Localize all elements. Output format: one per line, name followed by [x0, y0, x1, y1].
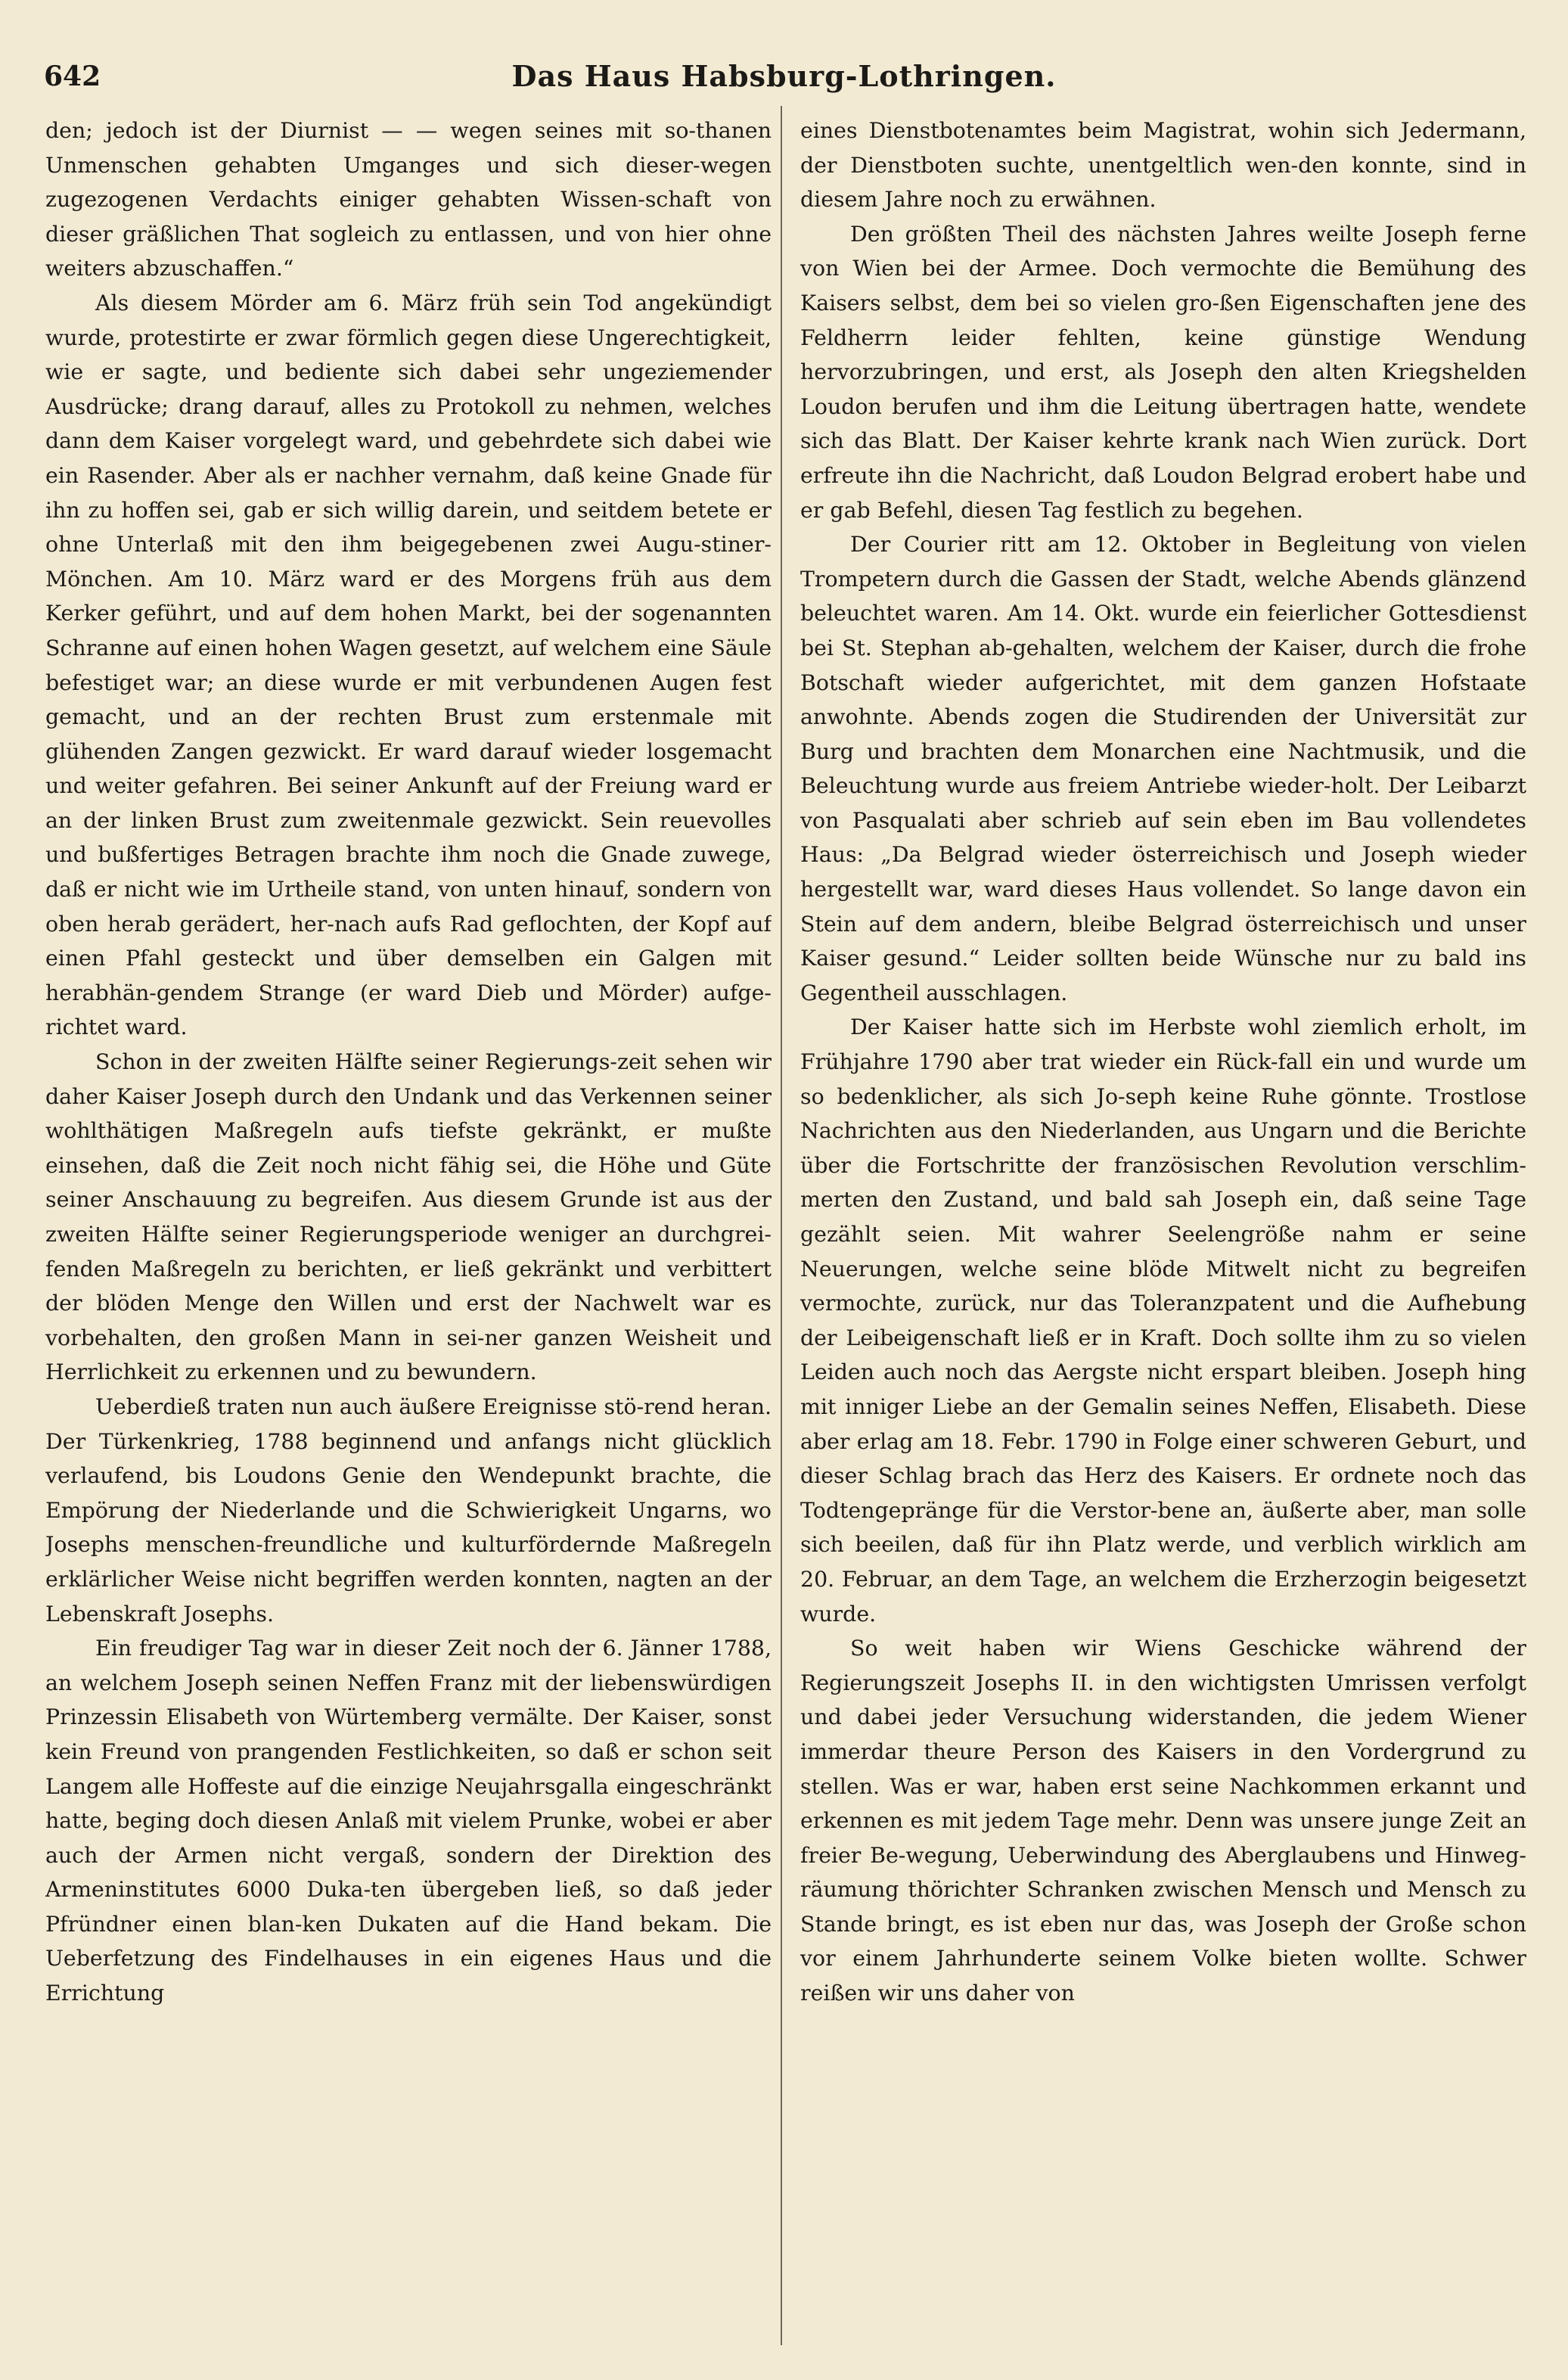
paragraph: Ein freudiger Tag war in dieser Zeit noch der 6. Jänner 1788, an welchem Joseph seinen Neffen Franz mit der liebenswürdigen Prinzessin Elisabeth von Würtemberg vermälte. Der Kaiser, sonst kein Freund von prangenden Festlichkeiten, so daß er schon seit Langem alle Hoffeste auf die einzige Neujahrsgalla eingeschränkt hatte, beging doch diesen Anlaß mit vielem Prunke, wobei er aber auch der Armen nicht vergaß, sondern der Direktion des Armeninstitutes 6000 Duka-ten übergeben ließ, so daß jeder Pfründner einen blan-ken Dukaten auf die Hand bekam. Die Ueberfetzung des Findelhauses in ein eigenes Haus und die Errichtung: [45, 1636, 772, 2006]
paragraph: Als diesem Mörder am 6. März früh sein Tod angekündigt wurde, protestirte er zwar förmlich gegen diese Ungerechtigkeit, wie er sagte, und bediente sich dabei sehr ungeziemender Ausdrücke; drang darauf, alles zu Protokoll zu nehmen, welches dann dem Kaiser vorgelegt ward, und gebehrdete sich dabei wie ein Rasender. Aber als er nachher vernahm, daß keine Gnade für ihn zu hoffen sei, gab er sich willig darein, und seitdem betete er ohne Unterlaß mit den ihm beigegebenen zwei Augu-stiner-Mönchen. Am 10. März ward er des Morgens früh aus dem Kerker geführt, und auf dem hohen Markt, bei der sogenannten Schranne auf einen hohen Wagen gesetzt, auf welchem eine Säule befestiget war; an diese wurde er mit verbundenen Augen fest gemacht, und an der rechten Brust zum erstenmale mit glühenden Zangen gezwickt. Er ward darauf wieder losgemacht und weiter gefahren. Bei seiner Ankunft auf der Freiung ward er an der linken Brust zum zweitenmale gezwickt. Sein reuevolles und bußfertiges Betragen brachte ihm noch die Gnade zuwege, daß er nicht wie im Urtheile stand, von unten hinauf, sondern von oben herab gerädert, her-nach aufs Rad geflochten, der Kopf auf einen Pfahl gesteckt und über demselben ein Galgen mit herabhän-gendem Strange (er ward Dieb und Mörder) aufge-richtet ward.: [45, 290, 772, 1040]
running-title: Das Haus Habsburg-Lothringen.: [511, 59, 1057, 93]
paragraph: Der Courier ritt am 12. Oktober in Begleitung von vielen Trompetern durch die Gassen der Stadt, welche Abends glänzend beleuchtet waren. Am 14. Okt. wurde ein feierlicher Gottesdienst bei St. Stephan ab-gehalten, welchem der Kaiser, durch die frohe Botschaft wieder aufgerichtet, mit dem ganzen Hofstaate anwohnte. Abends zogen die Studirenden der Universität zur Burg und brachten dem Monarchen eine Nachtmusik, und die Beleuchtung wurde aus freiem Antriebe wieder-holt. Der Leibarzt von Pasqualati aber schrieb auf sein eben im Bau vollendetes Haus: „Da Belgrad wieder österreichisch und Joseph wieder hergestellt war, ward dieses Haus vollendet. So lange davon ein Stein auf dem andern, bleibe Belgrad österreichisch und unser Kaiser gesund.“ Leider sollten beide Wünsche nur zu bald ins Gegentheil ausschlagen.: [800, 532, 1526, 1005]
page-header: [44, 54, 1524, 100]
right-column: [800, 113, 1526, 2345]
page-number: 642: [44, 61, 101, 92]
paragraph: Ueberdieß traten nun auch äußere Ereignisse stö-rend heran. Der Türkenkrieg, 1788 beginnend und anfangs nicht glücklich verlaufend, bis Loudons Genie den Wendepunkt brachte, die Empörung der Niederlande und die Schwierigkeit Ungarns, wo Josephs menschen-freundliche und kulturfördernde Maßregeln erklärlicher Weise nicht begriffen werden konnten, nagten an der Lebenskraft Josephs.: [45, 1394, 772, 1627]
paragraph: den; jedoch ist der Diurnist — — wegen seines mit so-thanen Unmenschen gehabten Umganges und sich dieser-wegen zugezogenen Verdachts einiger gehabten Wissen-schaft von dieser gräßlichen That sogleich zu entlassen, und von hier ohne weiters abzuschaffen.“: [45, 118, 772, 281]
paragraph: eines Dienstbotenamtes beim Magistrat, wohin sich Jedermann, der Dienstboten suchte, unentgeltlich wen-den konnte, sind in diesem Jahre noch zu erwähnen.: [800, 118, 1526, 213]
left-column: [45, 113, 772, 2345]
paragraph: So weit haben wir Wiens Geschicke während der Regierungszeit Josephs II. in den wichtigsten Umrissen verfolgt und dabei jeder Versuchung widerstanden, die jedem Wiener immerdar theure Person des Kaisers in den Vordergrund zu stellen. Was er war, haben erst seine Nachkommen erkannt und erkennen es mit jedem Tage mehr. Denn was unsere junge Zeit an freier Be-wegung, Ueberwindung des Aberglaubens und Hinweg-räumung thörichter Schranken zwischen Mensch und Mensch zu Stande bringt, es ist eben nur das, was Joseph der Große schon vor einem Jahrhunderte seinem Volke bieten wollte. Schwer reißen wir uns daher von: [800, 1636, 1526, 2006]
paragraph: Den größten Theil des nächsten Jahres weilte Joseph ferne von Wien bei der Armee. Doch vermochte die Bemühung des Kaisers selbst, dem bei so vielen gro-ßen Eigenschaften jene des Feldherrn leider fehlten, keine günstige Wendung hervorzubringen, und erst, als Joseph den alten Kriegshelden Loudon berufen und ihm die Leitung übertragen hatte, wendete sich das Blatt. Der Kaiser kehrte krank nach Wien zurück. Dort erfreute ihn die Nachricht, daß Loudon Belgrad erobert habe und er gab Befehl, diesen Tag festlich zu begehen.: [800, 221, 1526, 523]
paragraph: Schon in der zweiten Hälfte seiner Regierungs-zeit sehen wir daher Kaiser Joseph durch den Undank und das Verkennen seiner wohlthätigen Maßregeln aufs tiefste gekränkt, er mußte einsehen, daß die Zeit noch nicht fähig sei, die Höhe und Güte seiner Anschauung zu begreifen. Aus diesem Grunde ist aus der zweiten Hälfte seiner Regierungsperiode weniger an durchgrei-fenden Maßregeln zu berichten, er ließ gekränkt und verbittert der blöden Menge den Willen und erst der Nachwelt war es vorbehalten, den großen Mann in sei-ner ganzen Weisheit und Herrlichkeit zu erkennen und zu bewundern.: [45, 1049, 772, 1385]
column-divider: [781, 106, 782, 2345]
paragraph: Der Kaiser hatte sich im Herbste wohl ziemlich erholt, im Frühjahre 1790 aber trat wieder ein Rück-fall ein und wurde um so bedenklicher, als sich Jo-seph keine Ruhe gönnte. Trostlose Nachrichten aus den Niederlanden, aus Ungarn und die Berichte über die Fortschritte der französischen Revolution verschlim-merten den Zustand, und bald sah Joseph ein, daß seine Tage gezählt seien. Mit wahrer Seelengröße nahm er seine Neuerungen, welche seine blöde Mitwelt nicht zu begreifen vermochte, zurück, nur das Toleranzpatent und die Aufhebung der Leibeigenschaft ließ er in Kraft. Doch sollte ihm zu so vielen Leiden auch noch das Aergste nicht erspart bleiben. Joseph hing mit inniger Liebe an der Gemalin seines Neffen, Elisabeth. Diese aber erlag am 18. Febr. 1790 in Folge einer schweren Geburt, und dieser Schlag brach das Herz des Kaisers. Er ordnete noch das Todtengepränge für die Verstor-bene an, äußerte aber, man solle sich beeilen, daß für ihn Platz werde, und verblich wirklich am 20. Februar, an dem Tage, an welchem die Erzherzogin beigesetzt wurde.: [800, 1014, 1526, 1627]
